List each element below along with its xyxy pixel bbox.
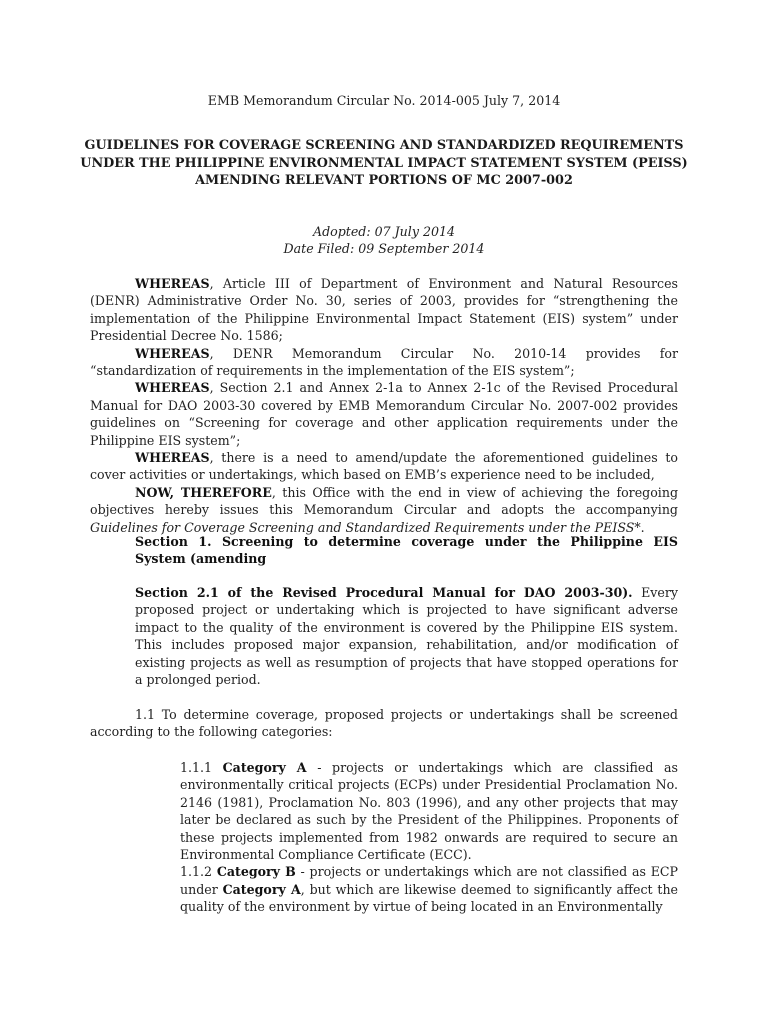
whereas-clause: WHEREAS, Article III of Department of Environment and Natural Resources (DENR) Administrative Order No. 30, series of 2003, provides for “strengthening the implementation of the Philippine Environmental Impact Statement (EIS) system” under Presidential Decree No. 1586; bbox=[90, 276, 678, 344]
memo-header: EMB Memorandum Circular No. 2014-005 July 7, 2014 bbox=[207, 93, 561, 108]
title-line-2: UNDER THE PHILIPPINE ENVIRONMENTAL IMPACT STATEMENT SYSTEM (PEISS) bbox=[80, 155, 688, 171]
section-1-body: Section 2.1 of the Revised Procedural Manual for DAO 2003-30). Every proposed project or undertaking which is projected to have significant adverse impact to the quality of the environment is covered by the Philippine EIS system. This includes proposed major expansion, rehabilitation, and/or modification of existing projects as well as resumption of projects that have stopped operations for a prolonged period. bbox=[135, 585, 678, 688]
clause-1-1: 1.1 To determine coverage, proposed projects or undertakings shall be screened according to the following categories: bbox=[90, 707, 678, 740]
title-line-3: AMENDING RELEVANT PORTIONS OF MC 2007-002 bbox=[195, 173, 573, 189]
date-filed: Date Filed: 09 September 2014 bbox=[283, 241, 485, 257]
preamble bbox=[90, 275, 678, 536]
whereas-clause: WHEREAS, Section 2.1 and Annex 2-1a to Annex 2-1c of the Revised Procedural Manual for DAO 2003-30 covered by EMB Memorandum Circular No. 2007-002 provides guidelines on “Screening for coverage and other application requirements under the Philippine EIS system”; bbox=[90, 380, 678, 448]
title-line-1: GUIDELINES FOR COVERAGE SCREENING AND STANDARDIZED REQUIREMENTS bbox=[84, 138, 684, 153]
adoption-info bbox=[90, 223, 678, 258]
whereas-clause: WHEREAS, there is a need to amend/update the aforementioned guidelines to cover activities or undertakings, which based on EMB’s experience need to be included, bbox=[90, 450, 678, 483]
document-title bbox=[80, 137, 688, 190]
now-therefore-clause: NOW, THEREFORE, this Office with the end in view of achieving the foregoing objectives hereby issues this Memorandum Circular and adopts the accompanying Guidelines for Coverage Screening and Standardized Requirements under the PEISS*. bbox=[90, 484, 679, 535]
category-list bbox=[180, 759, 678, 916]
section-1-heading: Section 1. Screening to determine coverage under the Philippine EIS System (amending bbox=[135, 534, 678, 567]
category-b-item: 1.1.2 Category B - projects or undertakings which are not classified as ECP under Category A, but which are likewise deemed to significantly affect the quality of the environment by virtue of being located in an Environmentally bbox=[180, 864, 679, 915]
category-a-item: 1.1.1 Category A - projects or undertakings which are classified as environmentally critical projects (ECPs) under Presidential Proclamation No. 2146 (1981), Proclamation No. 803 (1996), and any other projects that may later be declared as such by the President of the Philippines. Proponents of these projects implemented from 1982 onwards are required to secure an Environmental Compliance Certificate (ECC). bbox=[180, 760, 678, 863]
whereas-clause: WHEREAS, DENR Memorandum Circular No. 2010-14 provides for “standardization of requirements in the implementation of the EIS system”; bbox=[90, 345, 678, 379]
adopted-date: Adopted: 07 July 2014 bbox=[312, 224, 455, 239]
